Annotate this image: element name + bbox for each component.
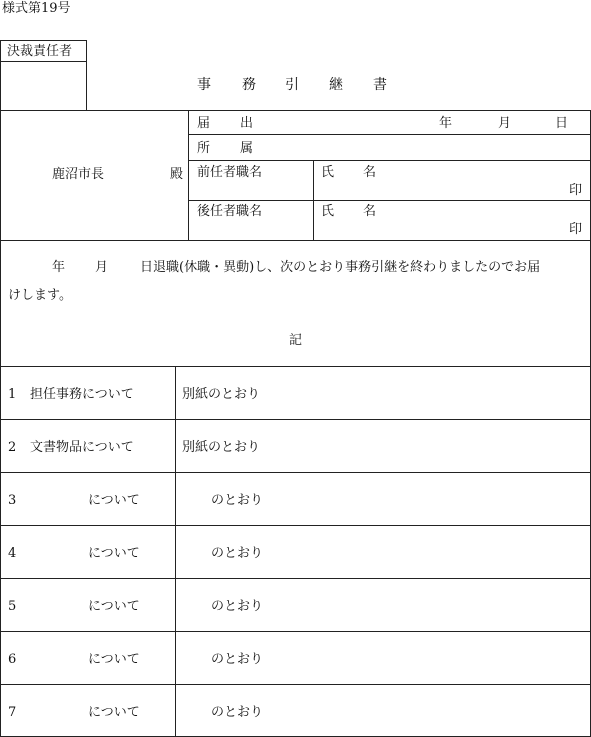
title-char: 事	[197, 77, 211, 93]
item-detail: のとおり	[211, 493, 264, 508]
predecessor-seal: 印	[569, 183, 583, 198]
body-line1: 日退職(休職・異動)し、次のとおり事務引継を終わりましたのでお届	[140, 260, 541, 275]
successor-name-label-char: 氏	[321, 204, 335, 219]
approval-seal-area[interactable]	[1, 62, 86, 110]
item-subject-field[interactable]	[24, 688, 84, 733]
title-char: 引	[285, 77, 299, 93]
item-subject: について	[88, 546, 140, 561]
item-subject-field[interactable]	[24, 476, 84, 521]
item-subject-field[interactable]	[24, 582, 84, 627]
predecessor-name-label-char: 名	[363, 165, 377, 180]
title-char: 書	[373, 77, 387, 93]
item-detail-field[interactable]	[180, 529, 208, 574]
item-subject: について	[88, 599, 140, 614]
submission-month: 月	[498, 116, 512, 131]
item-detail: のとおり	[211, 599, 264, 614]
item-subject: 担任事務について	[30, 387, 134, 402]
body-line2: けします。	[8, 288, 72, 303]
title-char: 継	[329, 77, 343, 93]
successor-seal: 印	[569, 222, 583, 237]
submission-label-char: 出	[240, 116, 254, 131]
title-char: 務	[242, 77, 256, 93]
department-field[interactable]	[262, 136, 588, 159]
item-detail: 別紙のとおり	[182, 440, 261, 455]
department-label-char: 所	[197, 141, 211, 156]
item-detail: のとおり	[211, 546, 264, 561]
submission-date-field[interactable]	[260, 112, 430, 133]
item-number: 5	[8, 599, 17, 614]
item-subject: について	[88, 705, 140, 720]
item-detail-field[interactable]	[180, 582, 208, 627]
body-month: 月	[95, 260, 109, 275]
item-number: 4	[8, 546, 17, 561]
item-detail-field[interactable]	[180, 688, 208, 733]
department-label-char: 属	[240, 141, 254, 156]
item-number: 3	[8, 493, 17, 508]
submission-label-char: 届	[197, 116, 211, 131]
item-detail-field[interactable]	[180, 476, 208, 521]
addressee-name: 鹿沼市長	[52, 167, 105, 182]
item-subject: について	[88, 493, 140, 508]
item-subject-field[interactable]	[24, 635, 84, 680]
item-subject: 文書物品について	[30, 440, 134, 455]
item-detail: のとおり	[211, 652, 264, 667]
ki-marker: 記	[289, 333, 303, 348]
predecessor-position-label: 前任者職名	[197, 165, 263, 180]
successor-name-label-char: 名	[363, 204, 377, 219]
item-detail-field[interactable]	[180, 635, 208, 680]
submission-year: 年	[439, 116, 453, 131]
item-number: 6	[8, 652, 17, 667]
item-detail: 別紙のとおり	[182, 387, 261, 402]
predecessor-name-field[interactable]	[385, 162, 565, 198]
item-number: 2	[8, 440, 17, 455]
submission-day: 日	[555, 116, 569, 131]
successor-position-label: 後任者職名	[197, 204, 263, 219]
item-number: 7	[8, 705, 17, 720]
addressee-honorific: 殿	[170, 167, 184, 182]
approval-box-label: 決裁責任者	[7, 44, 73, 59]
predecessor-name-label-char: 氏	[321, 165, 335, 180]
body-year: 年	[52, 260, 66, 275]
form-number: 様式第19号	[2, 1, 71, 16]
item-detail: のとおり	[211, 705, 264, 720]
item-subject-field[interactable]	[24, 529, 84, 574]
item-number: 1	[8, 387, 17, 402]
item-subject: について	[88, 652, 140, 667]
successor-name-field[interactable]	[385, 202, 565, 238]
